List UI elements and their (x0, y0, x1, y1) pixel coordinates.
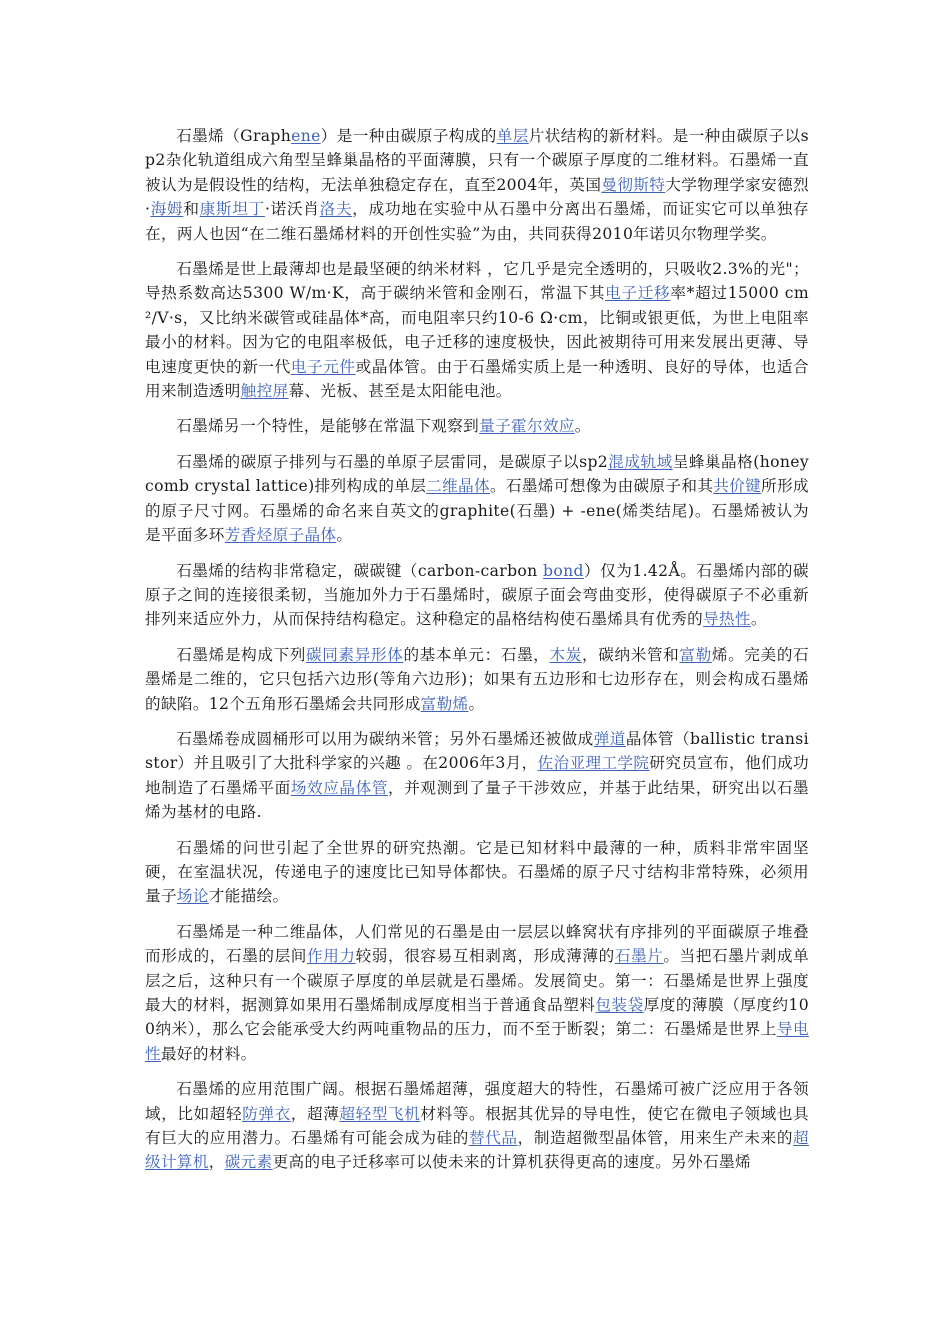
hyperlink[interactable]: 包装袋 (595, 996, 644, 1014)
hyperlink[interactable]: 单层 (496, 127, 529, 145)
text-segment: 石墨烯的应用范围广阔。根据石墨烯超薄，强度超大的特性，石墨烯可被广泛应用于各领域，比如超轻 (145, 1080, 809, 1123)
hyperlink[interactable]: 石墨片 (614, 947, 664, 966)
hyperlink[interactable]: 场论 (176, 887, 209, 906)
text-segment: 呈蜂巢晶格(honeycomb crystal lattice)排列构成的单层 (145, 452, 809, 496)
hyperlink[interactable]: 曼彻斯特 (601, 175, 666, 194)
text-segment: 石墨烯的结构非常稳定，碳碳键（carbon-carbon (176, 561, 544, 580)
text-segment: 材料等。根据其优异的导电性，使它在微电子领域也具有巨大的应用潜力。石墨烯有可能会成为硅的 (145, 1104, 809, 1148)
text-segment: 石墨烯是构成下列 (176, 645, 307, 664)
text-segment: 率*超过15000 cm²/V·s，又比纳米碳管或硅晶体*高，而电阻率只约10-6 Ω·cm，比铜或银更低，为世上电阻率最小的材料。因为它的电阻率极低，电子迁移的速度极快，因此被期待可用来发展出更薄、导电速度更快的新一代 (145, 284, 809, 376)
hyperlink[interactable]: 作用力 (307, 947, 356, 966)
text-segment: 烯。完美的石墨烯是二维的，它只包括六边形(等角六边形)；如果有五边形和七边形存在，则会构成石墨烯的缺陷。12个五角形石墨烯会共同形成 (145, 645, 809, 713)
hyperlink[interactable]: 导电性 (145, 1020, 810, 1063)
text-segment: ，碳纳米管和 (582, 645, 680, 664)
hyperlink[interactable]: 碳元素 (224, 1153, 273, 1172)
paragraph-8 (145, 836, 809, 909)
hyperlink[interactable]: 弹道 (593, 729, 626, 748)
text-segment: 最好的材料。 (160, 1044, 257, 1063)
text-segment: 。 (336, 526, 353, 545)
hyperlink[interactable]: 替代品 (469, 1129, 518, 1148)
hyperlink[interactable]: 超轻型飞机 (339, 1104, 421, 1123)
text-segment: 石墨烯的问世引起了全世界的研究热潮。它是已知材料中最薄的一种，质料非常牢固坚硬，在室温状况，传递电子的速度比已知导体都快。石墨烯的原子尺寸结构非常特殊，必须用量子 (145, 838, 809, 906)
text-segment: ）是一种由碳原子构成的 (320, 127, 497, 145)
paragraph-5 (145, 559, 809, 632)
text-segment: 研究员宣布，他们成功地制造了石墨烯平面 (145, 754, 809, 797)
text-segment: ，制造超微型晶体管，用来生产未来的 (517, 1129, 794, 1148)
text-segment: ，成功地在实验中从石墨中分离出石墨烯，而证实它可以单独存在，两人也因“在二维石墨烯材料的开创性实验”为由，共同获得2010年诺贝尔物理学奖。 (145, 200, 809, 243)
text-segment: 和 (183, 200, 200, 219)
hyperlink[interactable]: ene (291, 127, 321, 145)
text-segment: ）仅为1.42Å。石墨烯内部的碳原子之间的连接很柔韧，当施加外力于石墨烯时，碳原子面会弯曲变形，使得碳原子不必重新排列来适应外力，从而保持结构稳定。这种稳定的晶格结构使石墨烯具有优秀的 (145, 561, 809, 629)
text-segment: 。石墨烯可想像为由碳原子和其 (490, 477, 714, 496)
text-segment: 。当把石墨片剥成单层之后，这种只有一个碳原子厚度的单层就是石墨烯。发展简史。第一：石墨烯是世界上强度最大的材料，据测算如果用石墨烯制成厚度相当于普通食品塑料 (145, 947, 809, 1014)
hyperlink[interactable]: 富勒烯 (420, 694, 469, 713)
hyperlink[interactable]: 场效应晶体管 (290, 778, 389, 797)
text-segment: 较弱，很容易互相剥离，形成薄薄的 (355, 947, 615, 966)
hyperlink[interactable]: 量子霍尔效应 (479, 417, 575, 436)
text-segment: 石墨烯是世上最薄却也是最坚硬的纳米材料 ，它几乎是完全透明的，只吸收2.3%的光"；导热系数高达5300 W/m·K，高于碳纳米管和金刚石，常温下其 (145, 260, 809, 303)
hyperlink[interactable]: 富勒 (679, 645, 712, 664)
hyperlink[interactable]: 木炭 (549, 645, 583, 664)
hyperlink[interactable]: 超级计算机 (145, 1129, 809, 1172)
text-segment: 的基本单元：石墨， (403, 645, 550, 664)
text-segment: 。 (574, 417, 591, 436)
hyperlink[interactable]: 电子元件 (290, 357, 356, 376)
hyperlink[interactable]: 防弹衣 (242, 1104, 291, 1123)
text-segment: 。 (750, 610, 767, 629)
paragraph-9 (145, 920, 809, 1066)
hyperlink[interactable]: 电子迁移 (605, 284, 671, 303)
text-segment: 更高的电子迁移率可以使未来的计算机获得更高的速度。另外石墨烯 (272, 1153, 751, 1172)
text-segment: 或晶体管。由于石墨烯实质上是一种透明、良好的导体，也适合用来制造透明 (145, 357, 809, 401)
paragraph-1 (145, 124, 809, 246)
text-segment: 幕、光板、甚至是太阳能电池。 (288, 382, 512, 401)
hyperlink[interactable]: 触控屏 (240, 382, 289, 401)
text-segment: ， (208, 1153, 225, 1172)
hyperlink[interactable]: 碳同素异形体 (306, 645, 404, 664)
text-segment: 晶体管（ballistic transistor）并且吸引了大批科学家的兴趣 。在2006年3月， (145, 729, 809, 773)
hyperlink[interactable]: 混成轨域 (608, 452, 673, 471)
text-segment: 石墨烯（Graph (176, 127, 292, 145)
document-page (145, 124, 809, 1186)
text-segment: 所形成的原子尺寸网。石墨烯的命名来自英文的graphite(石墨) + -ene(烯类结尾)。石墨烯被认为是平面多环 (145, 477, 809, 545)
hyperlink[interactable]: bond (543, 561, 584, 580)
paragraph-2 (145, 257, 809, 403)
hyperlink[interactable]: 康斯坦丁 (199, 200, 265, 219)
text-segment: ，并观测到了量子干涉效应，并基于此结果，研究出以石墨烯为基材的电路. (145, 778, 809, 822)
text-segment: 厚度的薄膜（厚度约100纳米），那么它会能承受大约两吨重物品的压力，而不至于断裂；第二：石墨烯是世界上 (145, 996, 809, 1039)
paragraph-4 (145, 450, 809, 548)
text-segment: 。 (468, 694, 485, 713)
hyperlink[interactable]: 海姆 (150, 200, 184, 219)
text-segment: 石墨烯卷成圆桶形可以用为碳纳米管；另外石墨烯还被做成 (176, 729, 594, 748)
hyperlink[interactable]: 芳香烃原子晶体 (224, 526, 337, 545)
hyperlink[interactable]: 佐治亚理工学院 (537, 754, 650, 773)
text-segment: 大学物理学家安德烈· (145, 175, 809, 219)
text-segment: 才能描绘。 (208, 887, 289, 906)
hyperlink[interactable]: 共价键 (713, 477, 762, 496)
paragraph-3 (145, 414, 809, 438)
text-segment: ，超薄 (290, 1104, 340, 1123)
text-segment: 石墨烯的碳原子排列与石墨的单原子层雷同，是碳原子以sp2 (176, 452, 609, 471)
text-segment: 片状结构的新材料。是一种由碳原子以sp2杂化轨道组成六角型呈蜂巢晶格的平面薄膜，只有一个碳原子厚度的二维材料。石墨烯一直被认为是假设性的结构，无法单独稳定存在，直至2004年，英国 (145, 127, 809, 194)
paragraph-6 (145, 643, 809, 716)
paragraph-10 (145, 1077, 809, 1175)
paragraph-7 (145, 727, 809, 825)
text-segment: 石墨烯另一个特性，是能够在常温下观察到 (176, 417, 480, 436)
text-segment: ·诺沃肖 (264, 200, 320, 219)
hyperlink[interactable]: 洛夫 (319, 200, 353, 219)
text-segment: 石墨烯是一种二维晶体，人们常见的石墨是由一层层以蜂窝状有序排列的平面碳原子堆叠而形成的，石墨的层间 (145, 922, 809, 966)
hyperlink[interactable]: 二维晶体 (426, 477, 490, 496)
hyperlink[interactable]: 导热性 (703, 610, 751, 629)
